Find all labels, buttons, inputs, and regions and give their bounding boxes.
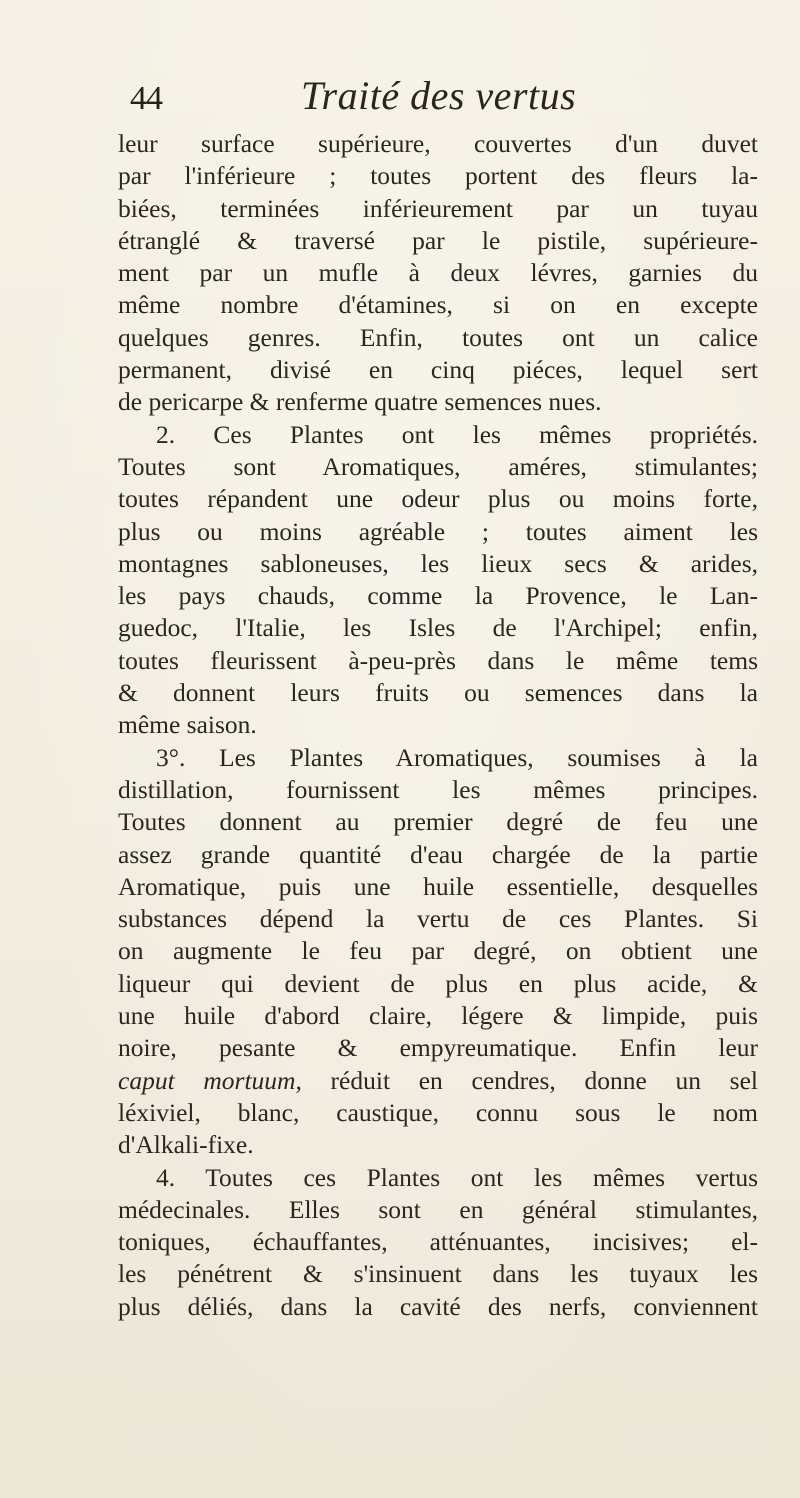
body-text	[118, 128, 758, 1323]
text-line: toutes répandent une odeur plus ou moins forte,	[118, 484, 758, 514]
text-line: les pays chauds, comme la Provence, le Lan-	[118, 581, 758, 611]
text-line: permanent, divisé en cinq piéces, lequel sert	[118, 355, 758, 385]
running-head: Traité des vertus	[301, 73, 577, 118]
text-line: & donnent leurs fruits ou semences dans la	[118, 678, 758, 708]
text-line: médecinales. Elles sont en général stimulantes,	[118, 1194, 758, 1224]
text-line-rest: réduit en cendres, donne un sel	[330, 1065, 759, 1095]
text-line: distillation, fournissent les mêmes principes.	[118, 774, 758, 804]
text-line: assez grande quantité d'eau chargée de la partie	[118, 839, 758, 869]
text-line: quelques genres. Enfin, toutes ont un calice	[118, 322, 758, 352]
text-line: leur surface supérieure, couvertes d'un duvet	[118, 129, 758, 158]
text-line: substances dépend la vertu de ces Plantes. Si	[118, 904, 758, 934]
text-line: même saison.	[118, 710, 257, 740]
text-line: toutes fleurissent à-peu-près dans le même tems	[118, 645, 758, 675]
text-line: montagnes sabloneuses, les lieux secs & arides,	[118, 548, 758, 578]
text-line: une huile d'abord claire, légere & limpide, puis	[118, 1001, 758, 1031]
text-line: Toutes donnent au premier degré de feu une	[118, 807, 758, 837]
text-line: 3°. Les Plantes Aromatiques, soumises à la	[156, 742, 758, 772]
italic-phrase: caput mortuum,	[118, 1065, 302, 1095]
text-line: guedoc, l'Italie, les Isles de l'Archipel; enfin,	[118, 613, 758, 643]
text-line: ment par un mufle à deux lévres, garnies du	[118, 258, 758, 288]
text-line: de pericarpe & renferme quatre semences nues.	[118, 387, 602, 417]
text-line: liqueur qui devient de plus en plus acide, &	[118, 968, 758, 998]
text-line: plus déliés, dans la cavité des nerfs, conviennent	[118, 1291, 758, 1321]
text-line: les pénétrent & s'insinuent dans les tuyaux les	[118, 1259, 758, 1289]
text-line: par l'inférieure ; toutes portent des fleurs la-	[118, 161, 758, 191]
text-line: noire, pesante & empyreumatique. Enfin leur	[118, 1033, 758, 1063]
text-line: on augmente le feu par degré, on obtient une	[118, 936, 758, 966]
text-line: biées, terminées inférieurement par un tuyau	[118, 193, 758, 223]
text-line: d'Alkali-fixe.	[118, 1130, 254, 1160]
text-line: même nombre d'étamines, si on en excepte	[118, 290, 758, 320]
text-line-with-italic	[118, 1065, 758, 1097]
text-line: léxiviel, blanc, caustique, connu sous le nom	[118, 1097, 758, 1127]
text-line: toniques, échauffantes, atténuantes, incisives; el-	[118, 1227, 758, 1257]
text-line: Toutes sont Aromatiques, améres, stimulantes;	[118, 451, 758, 481]
text-line: 2. Ces Plantes ont les mêmes propriétés.	[156, 419, 758, 449]
text-line: 4. Toutes ces Plantes ont les mêmes vertus	[156, 1162, 758, 1192]
text-line: plus ou moins agréable ; toutes aiment les	[118, 516, 758, 546]
text-line: étranglé & traversé par le pistile, supérieure-	[118, 225, 758, 255]
page-header	[118, 70, 678, 130]
text-line: Aromatique, puis une huile essentielle, desquelles	[118, 871, 758, 901]
page-number: 44	[130, 80, 162, 117]
